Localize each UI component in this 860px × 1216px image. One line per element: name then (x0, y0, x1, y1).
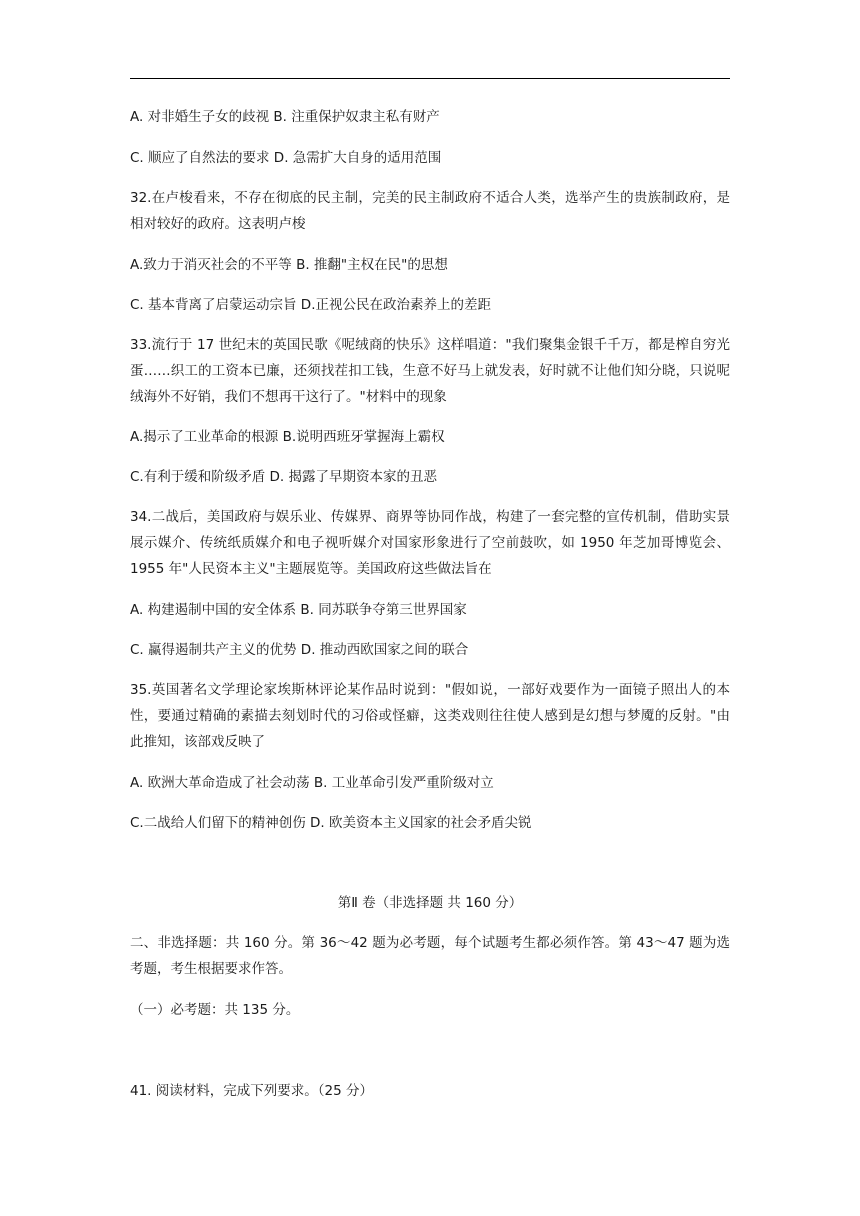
section-intro: 二、非选择题：共 160 分。第 36～42 题为必考题，每个试题考生都必须作答。第 43～47 题为选考题，考生根据要求作答。 (130, 935, 730, 977)
q33-options-ab: A.揭示了工业革命的根源 B.说明西班牙掌握海上霸权 (130, 429, 445, 445)
q32-options-ab: A.致力于消灭社会的不平等 B. 推翻"主权在民"的思想 (130, 257, 448, 273)
q34-options-cd: C. 赢得遏制共产主义的优势 D. 推动西欧国家之间的联合 (130, 642, 469, 658)
section-heading: 第Ⅱ 卷（非选择题 共 160 分） (337, 895, 523, 911)
required-questions-note: （一）必考题：共 135 分。 (130, 1002, 300, 1018)
q34-stem: 34.二战后，美国政府与娱乐业、传媒界、商界等协同作战，构建了一套完整的宣传机制，借助实景展示媒介、传统纸质媒介和电子视听媒介对国家形象进行了空前鼓吹，如 1950 年芝加哥博览会、1955 年"人民资本主义"主题展览等。美国政府这些做法旨在 (130, 509, 730, 577)
q33-stem: 33.流行于 17 世纪末的英国民歌《呢绒商的快乐》这样唱道："我们聚集金银千千万，都是榨自穷光蛋……织工的工资本已廉，还须找茬扣工钱，生意不好马上就发表，好时就不让他们知分晓，只说呢绒海外不好销，我们不想再干这行了。"材料中的现象 (130, 337, 730, 405)
q35-options-cd: C.二战给人们留下的精神创伤 D. 欧美资本主义国家的社会矛盾尖锐 (130, 815, 532, 831)
q32-stem: 32.在卢梭看来，不存在彻底的民主制，完美的民主制政府不适合人类，选举产生的贵族制政府，是相对较好的政府。这表明卢梭 (130, 190, 730, 232)
q34-options-ab: A. 构建遏制中国的安全体系 B. 同苏联争夺第三世界国家 (130, 602, 467, 618)
q31-options-cd: C. 顺应了自然法的要求 D. 急需扩大自身的适用范围 (130, 150, 442, 166)
q35-stem: 35.英国著名文学理论家埃斯林评论某作品时说到："假如说，一部好戏要作为一面镜子照出人的本性，要通过精确的素描去刻划时代的习俗或怪癖，这类戏则往往使人感到是幻想与梦魇的反射。"由此推知，该部戏反映了 (130, 682, 730, 750)
q32-options-cd: C. 基本背离了启蒙运动宗旨 D.正视公民在政治素养上的差距 (130, 297, 491, 313)
q41-prompt: 41. 阅读材料，完成下列要求。（25 分） (130, 1083, 373, 1099)
q33-options-cd: C.有利于缓和阶级矛盾 D. 揭露了早期资本家的丑恶 (130, 469, 437, 485)
header-rule (130, 78, 730, 79)
q31-options-ab: A. 对非婚生子女的歧视 B. 注重保护奴隶主私有财产 (130, 109, 440, 125)
q35-options-ab: A. 欧洲大革命造成了社会动荡 B. 工业革命引发严重阶级对立 (130, 775, 494, 791)
